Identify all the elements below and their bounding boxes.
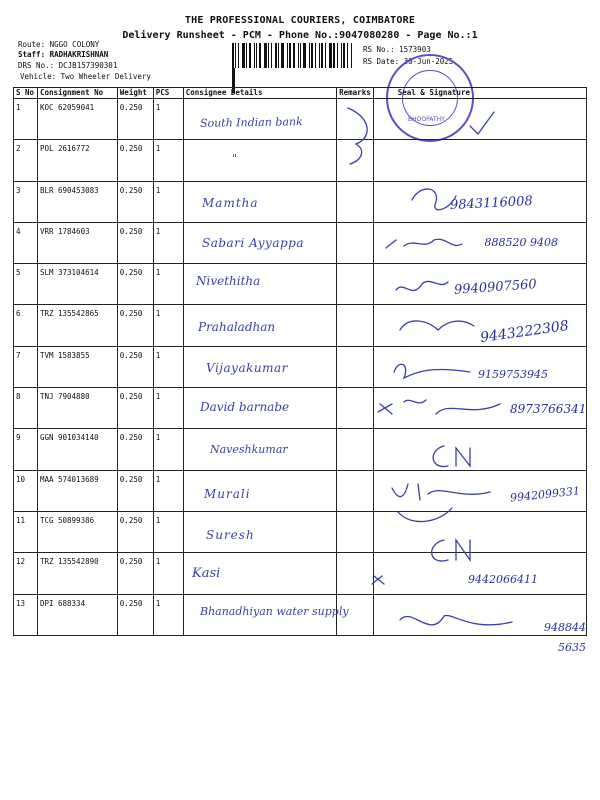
sno-cell: 5 bbox=[14, 264, 38, 305]
barcode-bar bbox=[325, 43, 326, 68]
barcode-bar bbox=[249, 43, 251, 68]
sno-cell: 12 bbox=[14, 553, 38, 594]
weight-cell: 0.250 bbox=[117, 222, 153, 263]
weight-cell: 0.250 bbox=[117, 470, 153, 511]
remarks-cell bbox=[337, 511, 374, 552]
signature-cell bbox=[373, 511, 586, 552]
sno-cell: 2 bbox=[14, 140, 38, 181]
route-label: Route: NGGO COLONY bbox=[18, 40, 100, 49]
pcs-cell: 1 bbox=[153, 222, 183, 263]
barcode-bar bbox=[351, 43, 352, 68]
sno-cell: 10 bbox=[14, 470, 38, 511]
barcode-bar bbox=[329, 43, 332, 68]
remarks-cell bbox=[337, 222, 374, 263]
consignment-cell: TNJ 7904880 bbox=[37, 388, 117, 429]
remarks-cell bbox=[337, 429, 374, 470]
remarks-cell bbox=[337, 388, 374, 429]
runsheet-table bbox=[13, 87, 587, 636]
pcs-cell: 1 bbox=[153, 346, 183, 387]
handwritten-consignee: Naveshkumar bbox=[210, 443, 288, 456]
barcode-bar bbox=[278, 43, 279, 68]
barcode-bar bbox=[337, 43, 338, 68]
barcode-bar bbox=[298, 43, 299, 68]
handwritten-consignee: South Indian bank bbox=[199, 115, 303, 130]
barcode-bar bbox=[287, 43, 288, 68]
barcode-bar bbox=[315, 43, 316, 68]
sno-cell: 6 bbox=[14, 305, 38, 346]
pcs-cell: 1 bbox=[153, 429, 183, 470]
barcode-bar bbox=[293, 43, 295, 68]
col-signature: Seal & Signature bbox=[373, 88, 586, 99]
remarks-cell bbox=[337, 346, 374, 387]
pcs-cell: 1 bbox=[153, 181, 183, 222]
barcode-bar bbox=[343, 43, 345, 68]
signature-phone: 888520 9408 bbox=[484, 236, 558, 249]
signature-cell bbox=[373, 140, 586, 181]
signature-phone: 9843116008 bbox=[449, 193, 534, 214]
barcode-bar bbox=[289, 43, 291, 68]
consignment-cell: TRZ 135542890 bbox=[37, 553, 117, 594]
col-weight: Weight bbox=[117, 88, 153, 99]
barcode-bar bbox=[311, 43, 313, 68]
consignment-cell: TCG 50899386 bbox=[37, 511, 117, 552]
sno-cell: 11 bbox=[14, 511, 38, 552]
table-row bbox=[14, 429, 587, 470]
stamp-text: BHOOPATHY bbox=[408, 116, 445, 123]
handwritten-consignee: Mamtha bbox=[202, 196, 259, 210]
barcode-bar bbox=[319, 43, 320, 68]
weight-cell: 0.250 bbox=[117, 346, 153, 387]
barcode-bar bbox=[347, 43, 348, 68]
col-remarks: Remarks bbox=[337, 88, 374, 99]
pcs-cell: 1 bbox=[153, 388, 183, 429]
weight-cell: 0.250 bbox=[117, 140, 153, 181]
sno-cell: 7 bbox=[14, 346, 38, 387]
barcode-bar bbox=[281, 43, 284, 68]
handwritten-consignee: Sabari Ayyappa bbox=[202, 236, 305, 250]
barcode-bar bbox=[275, 43, 277, 68]
rs-number: RS No.: 1573903 bbox=[363, 45, 431, 54]
barcode-bar bbox=[300, 43, 301, 68]
pcs-cell: 1 bbox=[153, 511, 183, 552]
company-title: THE PROFESSIONAL COURIERS, COIMBATORE bbox=[184, 15, 416, 26]
barcode-bar bbox=[246, 43, 247, 68]
pcs-cell: 1 bbox=[153, 305, 183, 346]
barcode-bar bbox=[238, 43, 239, 68]
vehicle-label: Vehicle: Two Wheeler Delivery bbox=[20, 72, 151, 81]
weight-cell: 0.250 bbox=[117, 264, 153, 305]
remarks-cell bbox=[337, 553, 374, 594]
signature-phone: 8973766341 bbox=[510, 402, 587, 416]
remarks-cell bbox=[337, 140, 374, 181]
weight-cell: 0.250 bbox=[117, 511, 153, 552]
signature-phone: 9159753945 bbox=[478, 368, 548, 381]
weight-cell: 0.250 bbox=[117, 594, 153, 635]
barcode-bar bbox=[254, 43, 255, 68]
weight-cell: 0.250 bbox=[117, 305, 153, 346]
consignment-cell: TVM 1583855 bbox=[37, 346, 117, 387]
signature-cell bbox=[373, 99, 586, 140]
signature-cell bbox=[373, 429, 586, 470]
barcode-bar bbox=[232, 43, 234, 68]
staff-label: Staff: RADHAKRISHNAN bbox=[18, 50, 109, 59]
sno-cell: 3 bbox=[14, 181, 38, 222]
pcs-cell: 1 bbox=[153, 264, 183, 305]
consignment-cell: SLM 373104614 bbox=[37, 264, 117, 305]
barcode-bar bbox=[256, 43, 257, 68]
consignment-cell: TRZ 135542865 bbox=[37, 305, 117, 346]
sno-cell: 13 bbox=[14, 594, 38, 635]
col-pcs: PCS bbox=[153, 88, 183, 99]
drs-number: DRS No.: DCJB157390301 bbox=[18, 61, 118, 70]
pcs-cell: 1 bbox=[153, 594, 183, 635]
barcode-bar bbox=[341, 43, 342, 68]
pcs-cell: 1 bbox=[153, 140, 183, 181]
consignment-cell: MAA 574013689 bbox=[37, 470, 117, 511]
handwritten-consignee: Prahaladhan bbox=[198, 320, 276, 334]
signature-phone: 9443222308 bbox=[479, 317, 570, 347]
signature-phone: 9940907560 bbox=[453, 277, 538, 298]
consignment-cell: POL 2616772 bbox=[37, 140, 117, 181]
table-row bbox=[14, 511, 587, 552]
sno-cell: 9 bbox=[14, 429, 38, 470]
barcode-bar bbox=[321, 43, 323, 68]
signature-phone: 948844 5635 bbox=[544, 621, 586, 654]
rs-date: RS Date: 30-Jun-2025 bbox=[363, 57, 454, 66]
handwritten-consignee: Bhanadhiyan water supply bbox=[200, 605, 349, 618]
pcs-cell: 1 bbox=[153, 99, 183, 140]
barcode-bar bbox=[333, 43, 335, 68]
barcode-bar bbox=[242, 43, 245, 68]
handwritten-consignee: Nivethitha bbox=[196, 274, 261, 288]
handwritten-consignee: Suresh bbox=[206, 528, 255, 542]
weight-cell: 0.250 bbox=[117, 388, 153, 429]
weight-cell: 0.250 bbox=[117, 99, 153, 140]
sno-cell: 8 bbox=[14, 388, 38, 429]
handwritten-consignee: Vijayakumar bbox=[206, 361, 288, 375]
barcode-bar bbox=[259, 43, 261, 68]
remarks-cell bbox=[337, 305, 374, 346]
col-consignment: Consignment No bbox=[37, 88, 117, 99]
remarks-cell bbox=[337, 264, 374, 305]
col-consignee: Consignee Details bbox=[183, 88, 336, 99]
consignment-cell: DPI 688334 bbox=[37, 594, 117, 635]
weight-cell: 0.250 bbox=[117, 181, 153, 222]
runsheet-subtitle: Delivery Runsheet - PCM - Phone No.:9047080280 - Page No.:1 bbox=[122, 30, 478, 41]
sno-cell: 1 bbox=[14, 99, 38, 140]
handwritten-consignee: Kasi bbox=[192, 566, 221, 581]
barcode bbox=[232, 43, 356, 68]
consignee-cell bbox=[183, 140, 336, 181]
handwritten-consignee: " bbox=[232, 152, 238, 165]
consignment-cell: BLR 690453083 bbox=[37, 181, 117, 222]
barcode-bar bbox=[309, 43, 310, 68]
barcode-bar bbox=[235, 43, 236, 68]
consignment-cell: VRR 1784603 bbox=[37, 222, 117, 263]
signature-phone: 9442066411 bbox=[468, 573, 538, 586]
table-row bbox=[14, 470, 587, 511]
barcode-bar bbox=[264, 43, 267, 68]
sno-cell: 4 bbox=[14, 222, 38, 263]
col-sno: S No bbox=[14, 88, 38, 99]
remarks-cell bbox=[337, 470, 374, 511]
pcs-cell: 1 bbox=[153, 470, 183, 511]
barcode-bar bbox=[303, 43, 306, 68]
weight-cell: 0.250 bbox=[117, 429, 153, 470]
consignment-cell: GGN 901034140 bbox=[37, 429, 117, 470]
signature-cell bbox=[373, 346, 586, 387]
consignment-cell: KOC 62059041 bbox=[37, 99, 117, 140]
handwritten-consignee: David barnabe bbox=[200, 400, 290, 414]
remarks-cell bbox=[337, 99, 374, 140]
table-row bbox=[14, 346, 587, 387]
signature-phone: 9942099331 bbox=[509, 484, 581, 505]
handwritten-consignee: Murali bbox=[204, 487, 251, 501]
remarks-cell bbox=[337, 181, 374, 222]
table-header-row bbox=[14, 88, 587, 99]
pcs-cell: 1 bbox=[153, 553, 183, 594]
barcode-bar bbox=[271, 43, 272, 68]
barcode-bar bbox=[268, 43, 269, 68]
table-row bbox=[14, 388, 587, 429]
table-row bbox=[14, 140, 587, 181]
weight-cell: 0.250 bbox=[117, 553, 153, 594]
